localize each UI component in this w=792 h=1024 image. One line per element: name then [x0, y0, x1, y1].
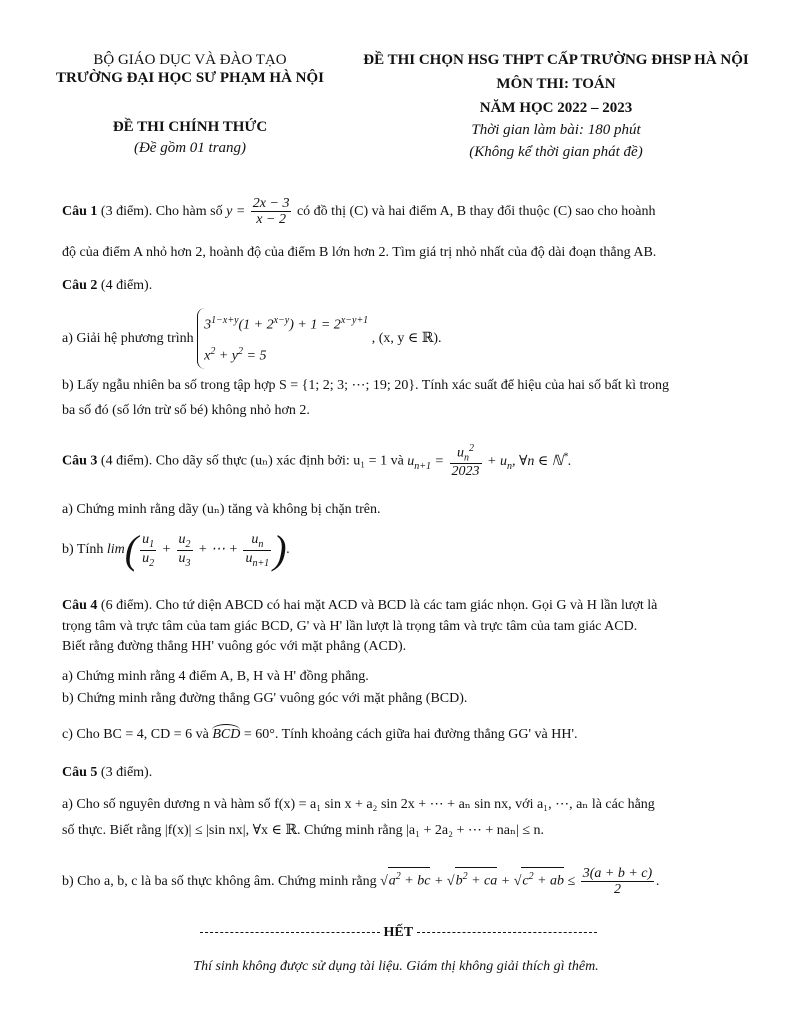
question-3b: b) Tính lim( $\frac{u_1}{u_2}$ + $\frac{u_2}{u_3}$ + ⋯ + $\frac{u_n}{u_{n+1}}$ ). — [62, 527, 291, 572]
page-count: (Đề gồm 01 trang) — [133, 140, 247, 156]
question-2b-line1: b) Lấy ngẫu nhiên ba số trong tập hợp S = {1; 2; 3; ⋯; 19; 20}. Tính xác suất để hiệu của hai số bất kì trong — [62, 378, 670, 393]
question-5-label: Câu 5 — [62, 765, 98, 780]
question-4b: b) Chứng minh rằng đường thẳng GG' vuông góc với mặt phẳng (BCD). — [62, 691, 468, 706]
exam-time-note: (Không kể thời gian phát đề) — [469, 144, 643, 160]
exam-year: NĂM HỌC 2022 – 2023 — [479, 100, 633, 116]
question-4a: a) Chứng minh rằng 4 điểm A, B, H và H' đồng phẳng. — [62, 669, 369, 684]
question-2-header: Câu 2 (4 điểm). — [62, 278, 153, 293]
question-3a: a) Chứng minh rằng dãy (uₙ) tăng và không bị chặn trên. — [62, 502, 381, 517]
question-4-line3: Biết rằng đường thẳng HH' vuông góc với mặt phẳng (ACD). — [62, 639, 407, 654]
equation-system: $3^{1-x+y}(1 + 2^{x-y}) + 1 = 2^{x-y+1}$ $x^2 + y^2 = 5$ — [197, 308, 368, 369]
function-formula: y = $\frac{2x - 3}{x - 2}$ — [226, 196, 290, 228]
footer-note: Thí sinh không được sử dụng tài liệu. Giám thị không giải thích gì thêm. — [193, 959, 599, 974]
divider-left — [200, 932, 380, 933]
question-1-line2: độ của điểm A nhỏ hơn 2, hoành độ của điểm B lớn hơn 2. Tìm giá trị nhỏ nhất của độ dài đoạn thẳng AB. — [62, 245, 657, 260]
question-5a-line1: a) Cho số nguyên dương n và hàm số f(x) = a₁ sin x + a₂ sin 2x + ⋯ + aₙ sin nx, với a₁, ⋯, aₙ là các hằng — [62, 797, 655, 812]
question-2b-line2: ba số đó (số lớn trừ số bé) không nhỏ hơn 2. — [62, 403, 310, 418]
question-5-header: Câu 5 (3 điểm). — [62, 765, 153, 780]
ministry-name: BỘ GIÁO DỤC VÀ ĐÀO TẠO — [93, 52, 287, 68]
exam-subject: MÔN THI: TOÁN — [496, 76, 616, 92]
question-4-label: Câu 4 — [62, 598, 98, 613]
question-1-label: Câu 1 — [62, 204, 98, 220]
divider-right — [417, 932, 597, 933]
question-1-line1: Câu 1 (3 điểm). Cho hàm số y = $\frac{2x - 3}{x - 2}$ có đồ thị (C) và hai điểm A, B thay đổi thuộc (C) sao cho hoành — [62, 196, 656, 228]
recurrence-formula: $u_{n+1}$ = $\frac{u_n^2}{2023}$ + $u_n$, ∀n ∈ ℕ*. — [407, 443, 572, 480]
official-label: ĐỀ THI CHÍNH THỨC — [112, 119, 268, 135]
question-4-line2: trọng tâm và trực tâm của tam giác BCD, G' và H' lần lượt là trọng tâm và trực tâm của tam giác ACD. — [62, 619, 638, 634]
question-2a: a) Giải hệ phương trình $3^{1-x+y}(1 + 2^{x-y}) + 1 = 2^{x-y+1}$ $x^2 + y^2 = 5$ , (x, y ∈ ℝ). — [62, 308, 442, 369]
question-5a-line2: số thực. Biết rằng |f(x)| ≤ |sin nx|, ∀x ∈ ℝ. Chứng minh rằng |a₁ + 2a₂ + ⋯ + naₙ| ≤ n. — [62, 823, 545, 838]
university-name: TRƯỜNG ĐẠI HỌC SƯ PHẠM HÀ NỘI — [55, 70, 325, 86]
exam-time: Thời gian làm bài: 180 phút — [471, 122, 641, 138]
angle-bcd: BCD — [212, 724, 240, 744]
question-5b: b) Cho a, b, c là ba số thực không âm. Chứng minh rằng $√a^2$ + bc + $√b^2$ + ca + $√c^2$ + ab ≤ $\frac{3(a + b + c)}{2}$ . — [62, 866, 660, 898]
end-marker: HẾT — [200, 924, 592, 942]
question-3-line1: Câu 3 (4 điểm). Cho dãy số thực (uₙ) xác định bởi: u₁ = 1 và $u_{n+1}$ = $\frac{u_n^2}{2023}$ + $u_n$, ∀n ∈ ℕ*. — [62, 443, 572, 480]
question-4c: c) Cho BC = 4, CD = 6 và BCD = 60°. Tính khoảng cách giữa hai đường thẳng GG' và HH'. — [62, 724, 577, 744]
exam-title: ĐỀ THI CHỌN HSG THPT CẤP TRƯỜNG ĐHSP HÀ NỘI — [363, 52, 749, 68]
question-4-line1: Câu 4 (6 điểm). Cho tứ diện ABCD có hai mặt ACD và BCD là các tam giác nhọn. Gọi G và H lần lượt là — [62, 598, 658, 613]
limit-formula: lim( $\frac{u_1}{u_2}$ + $\frac{u_2}{u_3}$ + ⋯ + $\frac{u_n}{u_{n+1}}$ ). — [106, 527, 291, 572]
question-3-label: Câu 3 — [62, 453, 98, 469]
inequality-formula: $√a^2$ + bc + $√b^2$ + ca + $√c^2$ + ab ≤ $\frac{3(a + b + c)}{2}$ . — [380, 866, 660, 898]
question-2-label: Câu 2 — [62, 278, 98, 293]
